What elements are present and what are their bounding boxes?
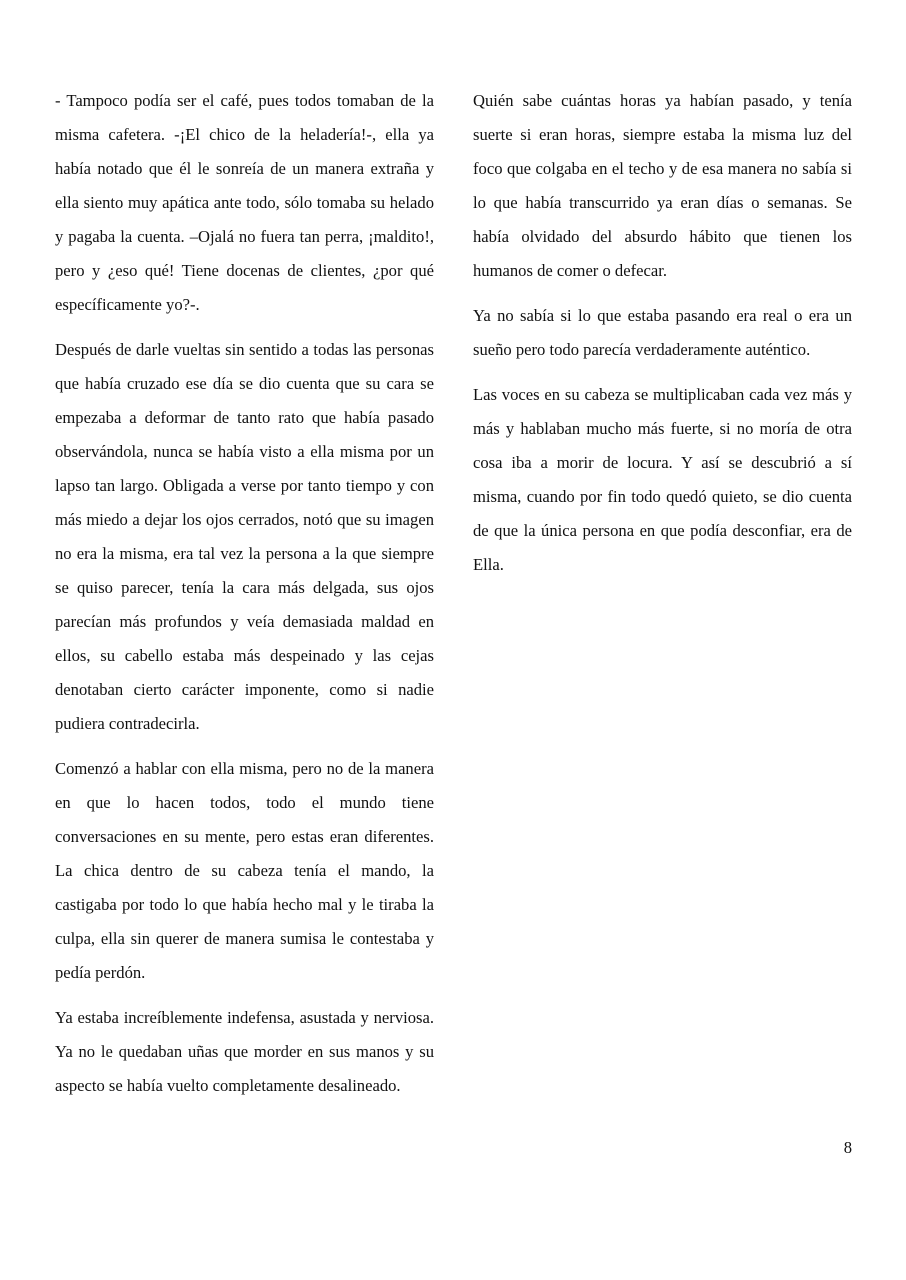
left-column: [55, 84, 434, 1114]
paragraph: - Tampoco podía ser el café, pues todos tomaban de la misma cafetera. -¡El chico de la heladería!-, ella ya había notado que él le sonreía de un manera extraña y ella siento muy apática ante todo, sólo tomaba su helado y pagaba la cuenta. –Ojalá no fuera tan perra, ¡maldito!, pero y ¿eso qué! Tiene docenas de clientes, ¿por qué específicamente yo?-.: [55, 91, 434, 314]
paragraph: Las voces en su cabeza se multiplicaban cada vez más y más y hablaban mucho más fuerte, si no moría de otra cosa iba a morir de locura. Y así se descubrió a sí misma, cuando por fin todo quedó quieto, se dio cuenta de que la única persona en que podía desconfiar, era de Ella.: [473, 385, 852, 574]
paragraph: Ya no sabía si lo que estaba pasando era real o era un sueño pero todo parecía verdaderamente auténtico.: [473, 306, 852, 359]
paragraph: Ya estaba increíblemente indefensa, asustada y nerviosa. Ya no le quedaban uñas que morder en sus manos y su aspecto se había vuelto completamente desalineado.: [55, 1008, 434, 1095]
page-number: 8: [843, 1138, 852, 1157]
paragraph: Quién sabe cuántas horas ya habían pasado, y tenía suerte si eran horas, siempre estaba la misma luz del foco que colgaba en el techo y de esa manera no sabía si lo que había transcurrido ya eran días o semanas. Se había olvidado del absurdo hábito que tienen los humanos de comer o defecar.: [473, 91, 852, 280]
paragraph: Después de darle vueltas sin sentido a todas las personas que había cruzado ese día se dio cuenta que su cara se empezaba a deformar de tanto rato que había pasado observándola, nunca se había visto a ella misma por un lapso tan largo. Obligada a verse por tanto tiempo y con más miedo a dejar los ojos cerrados, notó que su imagen no era la misma, era tal vez la persona a la que siempre se quiso parecer, tenía la cara más delgada, sus ojos parecían más profundos y veía demasiada maldad en ellos, su cabello estaba más despeinado y las cejas denotaban cierto carácter imponente, como si nadie pudiera contradecirla.: [55, 340, 434, 733]
paragraph: Comenzó a hablar con ella misma, pero no de la manera en que lo hacen todos, todo el mundo tiene conversaciones en su mente, pero estas eran diferentes. La chica dentro de su cabeza tenía el mando, la castigaba por todo lo que había hecho mal y le tiraba la culpa, ella sin querer de manera sumisa le contestaba y pedía perdón.: [55, 759, 434, 982]
right-column: [473, 84, 852, 593]
